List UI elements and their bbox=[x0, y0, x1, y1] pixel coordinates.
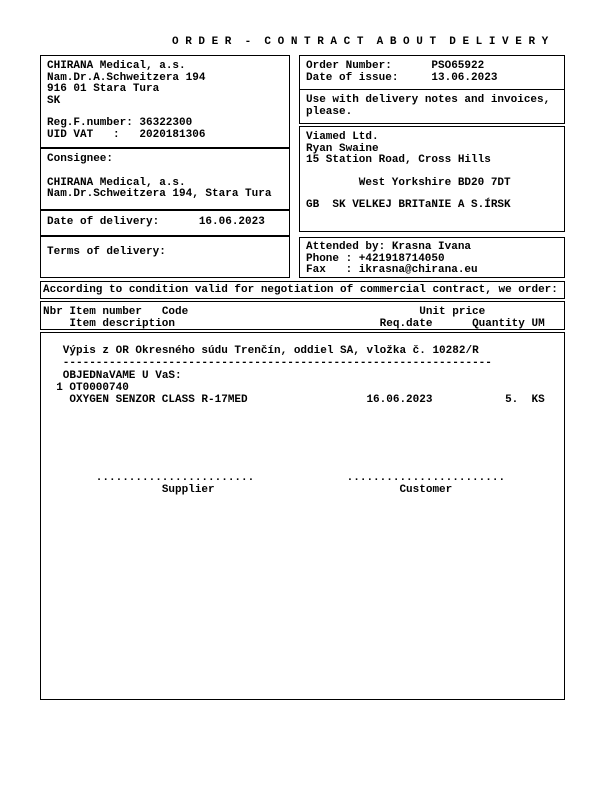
terms-of-delivery-label: Terms of delivery: bbox=[47, 246, 166, 258]
customer-region: West Yorkshire BD20 7DT bbox=[358, 176, 511, 189]
signature-dots-row bbox=[43, 472, 562, 484]
customer-signature-label: Customer bbox=[399, 484, 453, 496]
column-nbr: Nbr bbox=[43, 306, 63, 318]
column-unit-price: Unit price bbox=[419, 306, 486, 318]
fax-label: Fax : bbox=[306, 264, 353, 276]
terms-of-delivery-box bbox=[40, 236, 290, 278]
attended-by-value: Krasna Ivana bbox=[391, 241, 472, 253]
column-item-number: Item number bbox=[69, 306, 143, 318]
order-note-line1: Use with delivery notes and invoices, bbox=[306, 94, 551, 106]
customer-name: Viamed Ltd. bbox=[306, 131, 379, 143]
supplier-street: Nam.Dr.A.Schweitzera 194 bbox=[47, 71, 206, 84]
date-of-delivery-box bbox=[40, 210, 290, 236]
customer-box bbox=[299, 126, 565, 232]
column-quantity-um: Quantity UM bbox=[472, 318, 545, 330]
divider-dashes: ----------------------------------------------------------------- bbox=[62, 357, 492, 369]
order-info-box bbox=[299, 55, 565, 90]
item-detail-row bbox=[43, 394, 562, 406]
document-title: O R D E R - C O N T R A C T A B O U T D E L I V E R Y bbox=[172, 36, 549, 48]
supplier-country: SK bbox=[47, 94, 61, 107]
fax-line bbox=[306, 265, 558, 277]
reg-number-label: Reg.F.number: bbox=[47, 117, 133, 129]
order-note-box bbox=[299, 90, 565, 124]
order-intro-row bbox=[43, 370, 562, 382]
order-intro: OBJEDNaVAME U VaS: bbox=[62, 370, 182, 382]
registry-note-row bbox=[43, 345, 562, 357]
divider-row bbox=[43, 357, 562, 369]
consignee-address: Nam.Dr.Schweitzera 194, Stara Tura bbox=[47, 188, 272, 200]
item-number: OT0000740 bbox=[69, 382, 129, 394]
column-code: Code bbox=[161, 306, 189, 318]
table-header-row-1 bbox=[43, 306, 562, 318]
order-body-box bbox=[40, 332, 565, 700]
item-um: KS bbox=[531, 394, 545, 406]
order-number-value: PSO65922 bbox=[431, 60, 485, 72]
reg-number-value: 36322300 bbox=[139, 117, 193, 129]
item-nbr: 1 bbox=[56, 382, 63, 394]
column-req-date: Req.date bbox=[379, 318, 433, 330]
date-of-issue-value: 13.06.2023 bbox=[431, 71, 498, 84]
item-req-date: 16.06.2023 bbox=[366, 394, 433, 406]
supplier-box bbox=[40, 55, 290, 148]
supplier-signature-dots: ........................ bbox=[95, 472, 255, 484]
phone-label: Phone : bbox=[306, 252, 353, 265]
customer-contact: Ryan Swaine bbox=[306, 142, 379, 155]
vat-line bbox=[47, 130, 283, 142]
statement-text: According to condition valid for negotiation of commercial contract, we order: bbox=[43, 284, 558, 296]
item-quantity: 5. bbox=[505, 394, 519, 406]
order-number-label: Order Number: bbox=[306, 60, 392, 72]
customer-signature-dots: ........................ bbox=[346, 472, 506, 484]
date-of-issue-line bbox=[306, 73, 558, 85]
consignee-label: Consignee: bbox=[47, 153, 114, 165]
date-of-delivery-label: Date of delivery: bbox=[47, 216, 160, 228]
item-row bbox=[43, 382, 562, 394]
phone-value: +421918714050 bbox=[358, 252, 445, 265]
date-of-issue-label: Date of issue: bbox=[306, 71, 399, 84]
attended-by-box bbox=[299, 237, 565, 278]
supplier-name: CHIRANA Medical, a.s. bbox=[47, 60, 186, 72]
date-of-delivery-line bbox=[47, 217, 283, 229]
item-description: OXYGEN SENZOR CLASS R-17MED bbox=[69, 394, 248, 406]
supplier-city: 916 01 Stara Tura bbox=[47, 83, 160, 95]
consignee-box bbox=[40, 148, 290, 210]
fax-value: ikrasna@chirana.eu bbox=[358, 264, 478, 276]
attended-by-label: Attended by: bbox=[306, 241, 386, 253]
order-note-line2: please. bbox=[306, 105, 353, 118]
signature-labels-row bbox=[43, 484, 562, 496]
date-of-delivery-value: 16.06.2023 bbox=[198, 216, 265, 228]
consignee-name: CHIRANA Medical, a.s. bbox=[47, 176, 186, 189]
customer-country: GB SK VELKEJ BRITaNIE A S.ÍRSK bbox=[306, 199, 511, 211]
statement-box bbox=[40, 281, 565, 299]
table-header-row-2 bbox=[43, 318, 562, 330]
column-item-description: Item description bbox=[69, 318, 176, 330]
customer-street: 15 Station Road, Cross Hills bbox=[306, 154, 491, 166]
registry-note: Výpis z OR Okresného súdu Trenčín, oddiel SA, vložka č. 10282/R bbox=[62, 345, 479, 357]
vat-value: 2020181306 bbox=[139, 128, 206, 141]
supplier-signature-label: Supplier bbox=[161, 484, 215, 496]
vat-label: UID VAT : bbox=[47, 128, 120, 141]
table-header-box bbox=[40, 301, 565, 330]
